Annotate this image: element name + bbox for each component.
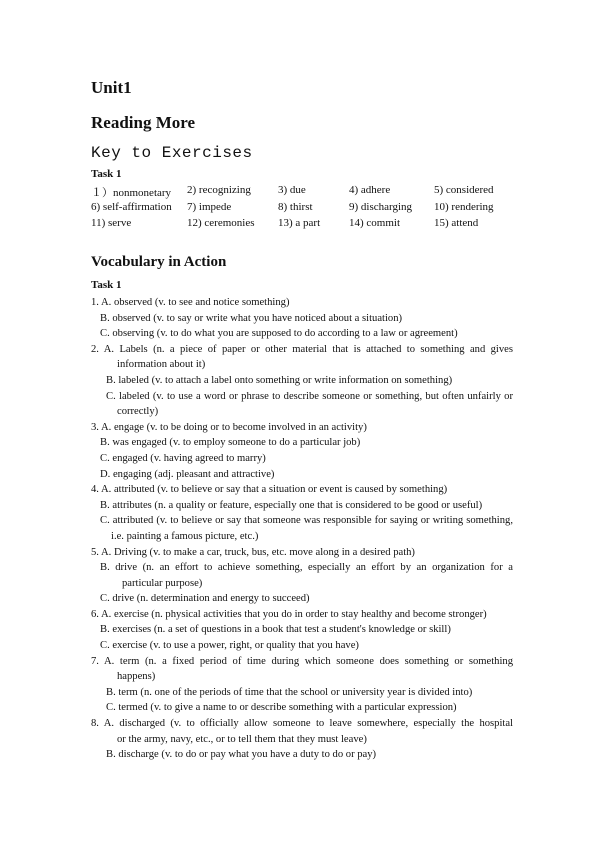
answer-line: 5. A. Driving (v. to make a car, truck, bus, etc. move along in a desired path) [91,546,415,558]
answer-line: information about it) [117,359,206,371]
answer-cell: 8) thirst [278,200,313,213]
answer-line: or the army, navy, etc., or to tell them that they must leave) [117,733,367,745]
answer-line: B. was engaged (v. to employ someone to do a particular job) [100,437,361,449]
answer-line: B. labeled (v. to attach a label onto something or write information on something) [106,374,453,386]
answer-line: B. discharge (v. to do or pay what you have a duty to do or pay) [106,749,377,761]
answer-line: B. term (n. one of the periods of time that the school or university year is divided into) [106,686,473,698]
grid-row [91,201,521,218]
task1-heading: Task 1 [91,168,122,180]
answer-cell: １）nonmonetary [91,187,172,199]
answer-cell: 5) considered [434,184,494,196]
answer-line: B. exercises (n. a set of questions in a book that test a student's knowledge or skill) [100,624,451,636]
answer-line: C. drive (n. determination and energy to succeed) [100,593,310,605]
answer-line: B. observed (v. to say or write what you have noticed about a situation) [100,312,403,324]
answer-cell: 15) attend [434,217,479,229]
unit-heading: Unit1 [91,78,132,97]
answer-cell: 6) self-affirmation [91,200,172,213]
answer-cell: 13) a part [278,217,321,229]
reading-more-heading: Reading More [91,113,196,132]
vocabulary-in-action-heading: Vocabulary in Action [91,254,227,270]
answer-line: C. exercise (v. to use a power, right, or quality that you have) [100,640,359,652]
answer-line: 1. A. observed (v. to see and notice something) [91,297,290,308]
answer-line: 6. A. exercise (n. physical activities that you do in order to stay healthy and become stronger) [91,608,487,620]
answer-cell: 14) commit [349,217,401,229]
answer-line: C. labeled (v. to use a word or phrase to describe someone or something, but often unfairly or [106,390,513,402]
answer-cell: 3) due [278,184,306,196]
vocab-task1-heading: Task 1 [91,279,122,291]
answer-cell: 7) impede [187,200,232,213]
answer-line: C. engaged (v. having agreed to marry) [100,452,266,464]
answer-cell: 9) discharging [349,200,413,213]
answer-line: 3. A. engage (v. to be doing or to become involved in an activity) [91,421,367,433]
answer-line: correctly) [117,406,159,418]
answer-cell: 4) adhere [349,184,391,196]
answer-line: i.e. painting a famous picture, etc.) [111,530,259,542]
answer-cell: 12) ceremonies [187,217,255,229]
vocabulary-answers [91,295,513,763]
grid-row [91,184,521,201]
answer-line: 7. A. term (n. a fixed period of time during which someone does something or something [91,655,513,667]
answer-line: 2. A. Labels (n. a piece of paper or other material that is attached to something and gives [91,343,513,355]
answer-line: D. engaging (adj. pleasant and attractive) [100,468,275,480]
answer-line: B. drive (n. an effort to achieve something, especially an effort by an organization for a [100,562,513,574]
answer-cell: 11) serve [91,217,132,229]
answer-line: happens) [117,671,156,683]
key-to-exercises-heading: Key to Exercises [91,144,253,162]
answer-cell: 10) rendering [434,200,494,213]
task1-answer-grid [91,184,521,234]
answer-cell: 2) recognizing [187,184,251,196]
answer-line: particular purpose) [122,577,203,589]
answer-line: C. termed (v. to give a name to or describe something with a particular expression) [106,702,457,714]
answer-line: C. attributed (v. to believe or say that someone was responsible for saying or writing something, [100,515,513,527]
answer-line: C. observing (v. to do what you are supposed to do according to a law or agreement) [100,328,458,340]
grid-row [91,217,521,234]
answer-line: 8. A. discharged (v. to officially allow someone to leave somewhere, especially the hospital [91,718,513,730]
answer-line: 4. A. attributed (v. to believe or say that a situation or event is caused by something) [91,484,448,496]
answer-line: B. attributes (n. a quality or feature, especially one that is considered to be good or useful) [100,499,483,511]
